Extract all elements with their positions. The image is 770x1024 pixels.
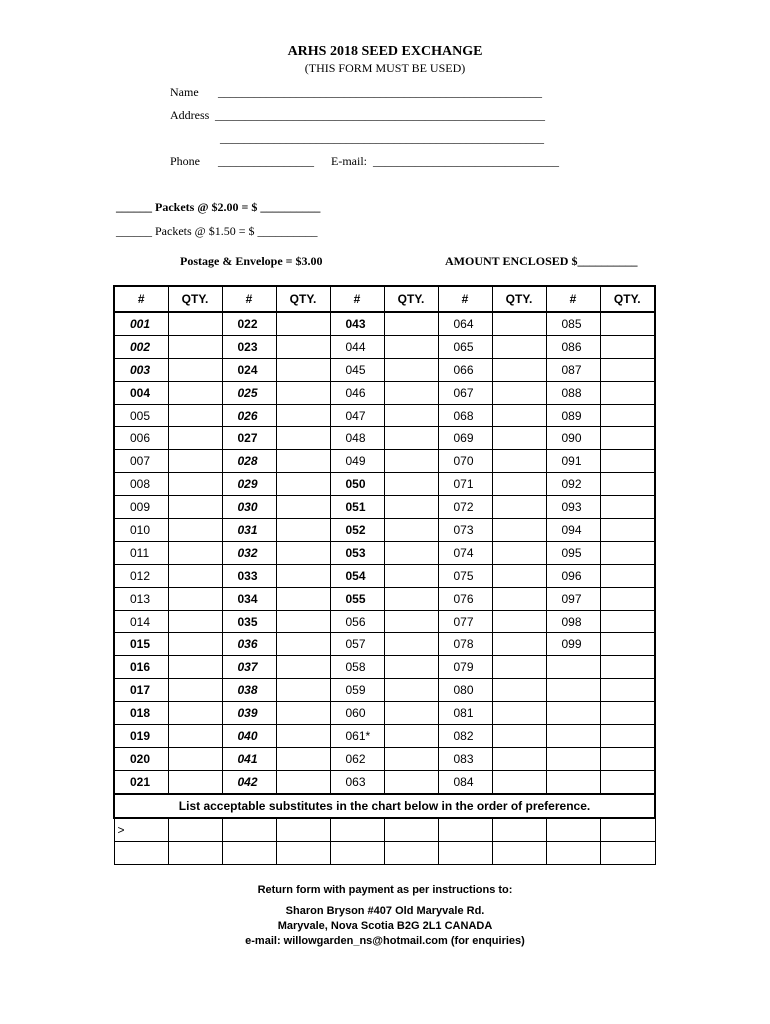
- qty-cell[interactable]: [492, 496, 546, 519]
- seed-number: 050: [330, 473, 384, 496]
- qty-cell[interactable]: [384, 427, 438, 450]
- substitute-cell[interactable]: [600, 841, 655, 864]
- seed-number: 025: [222, 381, 276, 404]
- column-header-number: #: [114, 286, 168, 312]
- seed-number: 006: [114, 427, 168, 450]
- substitutes-row: [114, 818, 655, 842]
- qty-cell[interactable]: [492, 427, 546, 450]
- table-row: [114, 427, 655, 450]
- substitute-cell[interactable]: [330, 841, 384, 864]
- qty-cell[interactable]: [168, 541, 222, 564]
- qty-cell[interactable]: [276, 541, 330, 564]
- seed-number: 089: [546, 404, 600, 427]
- table-row: [114, 725, 655, 748]
- seed-number: 033: [222, 564, 276, 587]
- qty-cell[interactable]: [600, 381, 655, 404]
- seed-number: 012: [114, 564, 168, 587]
- contact-name-address: Sharon Bryson #407 Old Maryvale Rd.: [285, 905, 485, 917]
- seed-number: 070: [438, 450, 492, 473]
- qty-cell[interactable]: [384, 564, 438, 587]
- qty-cell[interactable]: [276, 610, 330, 633]
- empty-cell: [546, 679, 600, 702]
- substitutes-heading: List acceptable substitutes in the chart below in the order of preference.: [114, 794, 655, 818]
- substitute-cell[interactable]: [114, 841, 168, 864]
- seed-number: 054: [330, 564, 384, 587]
- qty-cell[interactable]: [384, 770, 438, 793]
- table-header-row: [114, 286, 655, 312]
- qty-cell[interactable]: [276, 450, 330, 473]
- seed-number: 007: [114, 450, 168, 473]
- qty-cell[interactable]: [168, 381, 222, 404]
- qty-cell[interactable]: [384, 381, 438, 404]
- seed-number: 064: [438, 312, 492, 335]
- qty-cell[interactable]: [384, 679, 438, 702]
- qty-cell[interactable]: [600, 587, 655, 610]
- seed-number: 073: [438, 519, 492, 542]
- packets-2-dollar-line[interactable]: ______ Packets @ $2.00 = $ __________: [116, 200, 321, 214]
- seed-number: 042: [222, 770, 276, 793]
- substitute-cell[interactable]: [546, 841, 600, 864]
- table-row: [114, 564, 655, 587]
- column-header-qty: QTY.: [492, 286, 546, 312]
- email-label: E-mail:: [331, 154, 367, 168]
- seed-order-table: [113, 285, 656, 865]
- seed-number: 075: [438, 564, 492, 587]
- qty-cell[interactable]: [492, 633, 546, 656]
- qty-cell[interactable]: [492, 656, 546, 679]
- seed-number: 038: [222, 679, 276, 702]
- qty-cell[interactable]: [600, 335, 655, 358]
- seed-number: 031: [222, 519, 276, 542]
- qty-cell[interactable]: [384, 587, 438, 610]
- qty-cell[interactable]: [384, 473, 438, 496]
- qty-cell[interactable]: [276, 656, 330, 679]
- qty-cell[interactable]: [168, 450, 222, 473]
- qty-cell[interactable]: [276, 473, 330, 496]
- qty-cell[interactable]: [492, 404, 546, 427]
- seed-number: 020: [114, 747, 168, 770]
- seed-number: 023: [222, 335, 276, 358]
- qty-cell[interactable]: [168, 335, 222, 358]
- seed-number: 072: [438, 496, 492, 519]
- address-field-1[interactable]: _______________________________________________________: [215, 108, 545, 122]
- seed-number: 037: [222, 656, 276, 679]
- column-header-number: #: [330, 286, 384, 312]
- table-row: [114, 381, 655, 404]
- qty-cell[interactable]: [168, 702, 222, 725]
- qty-cell[interactable]: [600, 564, 655, 587]
- phone-field[interactable]: ________________: [218, 154, 314, 168]
- seed-number: 090: [546, 427, 600, 450]
- qty-cell[interactable]: [276, 633, 330, 656]
- seed-number: 044: [330, 335, 384, 358]
- seed-number: 074: [438, 541, 492, 564]
- seed-number: 027: [222, 427, 276, 450]
- seed-number: 035: [222, 610, 276, 633]
- qty-cell[interactable]: [384, 519, 438, 542]
- qty-cell[interactable]: [492, 335, 546, 358]
- seed-number: 018: [114, 702, 168, 725]
- qty-cell[interactable]: [276, 587, 330, 610]
- table-row: [114, 450, 655, 473]
- substitute-cell[interactable]: [384, 841, 438, 864]
- qty-cell[interactable]: [384, 450, 438, 473]
- substitute-cell[interactable]: [384, 818, 438, 842]
- qty-cell[interactable]: [600, 541, 655, 564]
- qty-cell[interactable]: [168, 473, 222, 496]
- seed-number: 014: [114, 610, 168, 633]
- substitute-cell[interactable]: [168, 818, 222, 842]
- empty-cell: [600, 702, 655, 725]
- seed-number: 084: [438, 770, 492, 793]
- empty-cell: [546, 747, 600, 770]
- substitute-cell[interactable]: [222, 818, 276, 842]
- seed-number: 043: [330, 312, 384, 335]
- empty-cell: [600, 770, 655, 793]
- seed-number: 019: [114, 725, 168, 748]
- substitute-cell[interactable]: [276, 818, 330, 842]
- seed-number: 092: [546, 473, 600, 496]
- seed-number: 056: [330, 610, 384, 633]
- qty-cell[interactable]: [384, 702, 438, 725]
- qty-cell[interactable]: [168, 427, 222, 450]
- substitute-cell[interactable]: [492, 841, 546, 864]
- seed-number: 013: [114, 587, 168, 610]
- qty-cell[interactable]: [168, 496, 222, 519]
- seed-number: 059: [330, 679, 384, 702]
- qty-cell[interactable]: [276, 725, 330, 748]
- table-row: [114, 747, 655, 770]
- seed-number: 015: [114, 633, 168, 656]
- qty-cell[interactable]: [168, 610, 222, 633]
- qty-cell[interactable]: [492, 381, 546, 404]
- packets-150-line[interactable]: ______ Packets @ $1.50 = $ __________: [116, 224, 318, 238]
- qty-cell[interactable]: [384, 633, 438, 656]
- qty-cell[interactable]: [276, 335, 330, 358]
- substitute-cell[interactable]: [438, 818, 492, 842]
- qty-cell[interactable]: [276, 564, 330, 587]
- table-row: [114, 541, 655, 564]
- table-row: [114, 404, 655, 427]
- seed-number: 009: [114, 496, 168, 519]
- seed-number: 030: [222, 496, 276, 519]
- qty-cell[interactable]: [600, 427, 655, 450]
- seed-number: 055: [330, 587, 384, 610]
- substitute-cell[interactable]: [276, 841, 330, 864]
- form-subtitle: (THIS FORM MUST BE USED): [304, 61, 466, 75]
- seed-number: 096: [546, 564, 600, 587]
- qty-cell[interactable]: [492, 358, 546, 381]
- seed-number: 017: [114, 679, 168, 702]
- seed-number: 067: [438, 381, 492, 404]
- qty-cell[interactable]: [168, 656, 222, 679]
- substitute-cell[interactable]: [600, 818, 655, 842]
- qty-cell[interactable]: [276, 679, 330, 702]
- seed-number: 085: [546, 312, 600, 335]
- contact-email: e-mail: willowgarden_ns@hotmail.com (for enquiries): [245, 935, 525, 947]
- address-label: Address: [170, 108, 210, 122]
- table-row: [114, 496, 655, 519]
- qty-cell[interactable]: [384, 541, 438, 564]
- qty-cell[interactable]: [276, 747, 330, 770]
- qty-cell[interactable]: [600, 404, 655, 427]
- qty-cell[interactable]: [384, 496, 438, 519]
- seed-number: 046: [330, 381, 384, 404]
- empty-cell: [546, 725, 600, 748]
- column-header-qty: QTY.: [276, 286, 330, 312]
- seed-number: 053: [330, 541, 384, 564]
- substitute-cell[interactable]: [222, 841, 276, 864]
- seed-number: 060: [330, 702, 384, 725]
- seed-number: 088: [546, 381, 600, 404]
- empty-cell: [600, 656, 655, 679]
- seed-number: 022: [222, 312, 276, 335]
- seed-number: 047: [330, 404, 384, 427]
- seed-number: 057: [330, 633, 384, 656]
- qty-cell[interactable]: [168, 587, 222, 610]
- seed-number: 032: [222, 541, 276, 564]
- seed-number: 081: [438, 702, 492, 725]
- qty-cell[interactable]: [384, 312, 438, 335]
- qty-cell[interactable]: [600, 473, 655, 496]
- qty-cell[interactable]: [276, 770, 330, 793]
- seed-number: 004: [114, 381, 168, 404]
- seed-number: 095: [546, 541, 600, 564]
- name-label: Name: [170, 85, 199, 99]
- seed-number: 003: [114, 358, 168, 381]
- qty-cell[interactable]: [168, 519, 222, 542]
- seed-number: 062: [330, 747, 384, 770]
- qty-cell[interactable]: [276, 381, 330, 404]
- qty-cell[interactable]: [168, 679, 222, 702]
- qty-cell[interactable]: [384, 725, 438, 748]
- qty-cell[interactable]: [600, 610, 655, 633]
- seed-number: 024: [222, 358, 276, 381]
- seed-number: 079: [438, 656, 492, 679]
- empty-cell: [546, 702, 600, 725]
- substitutes-row: [114, 841, 655, 864]
- qty-cell[interactable]: [492, 312, 546, 335]
- qty-cell[interactable]: [384, 335, 438, 358]
- return-instructions: Return form with payment as per instructions to:: [257, 884, 513, 896]
- column-header-qty: QTY.: [168, 286, 222, 312]
- column-header-qty: QTY.: [384, 286, 438, 312]
- qty-cell[interactable]: [168, 358, 222, 381]
- qty-cell[interactable]: [492, 587, 546, 610]
- name-field[interactable]: ______________________________________________________: [218, 85, 542, 99]
- seed-number: 021: [114, 770, 168, 793]
- seed-number: 071: [438, 473, 492, 496]
- table-row: [114, 702, 655, 725]
- substitute-cell[interactable]: [546, 818, 600, 842]
- seed-number: 087: [546, 358, 600, 381]
- qty-cell[interactable]: [276, 404, 330, 427]
- qty-cell[interactable]: [600, 312, 655, 335]
- seed-number: 080: [438, 679, 492, 702]
- substitute-cell[interactable]: [330, 818, 384, 842]
- contact-city: Maryvale, Nova Scotia B2G 2L1 CANADA: [277, 920, 493, 932]
- seed-number: 066: [438, 358, 492, 381]
- seed-number: 034: [222, 587, 276, 610]
- qty-cell[interactable]: [276, 358, 330, 381]
- qty-cell[interactable]: [492, 770, 546, 793]
- qty-cell[interactable]: [384, 747, 438, 770]
- empty-cell: [600, 725, 655, 748]
- table-row: [114, 610, 655, 633]
- table-row: [114, 587, 655, 610]
- qty-cell[interactable]: [492, 541, 546, 564]
- qty-cell[interactable]: [492, 610, 546, 633]
- seed-number: 076: [438, 587, 492, 610]
- phone-label: Phone: [170, 154, 200, 168]
- seed-number: 028: [222, 450, 276, 473]
- address-field-2[interactable]: ______________________________________________________: [220, 131, 544, 145]
- table-row: [114, 679, 655, 702]
- qty-cell[interactable]: [492, 702, 546, 725]
- qty-cell[interactable]: [384, 656, 438, 679]
- seed-number: 093: [546, 496, 600, 519]
- qty-cell[interactable]: [276, 702, 330, 725]
- qty-cell[interactable]: [168, 725, 222, 748]
- seed-number: 078: [438, 633, 492, 656]
- table-row: [114, 770, 655, 793]
- qty-cell[interactable]: [492, 725, 546, 748]
- qty-cell[interactable]: [600, 519, 655, 542]
- column-header-number: #: [438, 286, 492, 312]
- empty-cell: [600, 747, 655, 770]
- qty-cell[interactable]: [492, 519, 546, 542]
- seed-number: 099: [546, 633, 600, 656]
- qty-cell[interactable]: [168, 633, 222, 656]
- seed-number: 041: [222, 747, 276, 770]
- table-row: [114, 335, 655, 358]
- seed-number: 048: [330, 427, 384, 450]
- table-row: [114, 519, 655, 542]
- seed-number: 008: [114, 473, 168, 496]
- seed-number: 097: [546, 587, 600, 610]
- qty-cell[interactable]: [276, 312, 330, 335]
- qty-cell[interactable]: [492, 747, 546, 770]
- seed-number: 091: [546, 450, 600, 473]
- substitute-cell[interactable]: [168, 841, 222, 864]
- substitute-cell[interactable]: >: [114, 818, 168, 842]
- form-title: ARHS 2018 SEED EXCHANGE: [287, 44, 483, 59]
- seed-number: 061*: [330, 725, 384, 748]
- empty-cell: [546, 656, 600, 679]
- seed-number: 040: [222, 725, 276, 748]
- seed-number: 077: [438, 610, 492, 633]
- qty-cell[interactable]: [168, 404, 222, 427]
- column-header-number: #: [222, 286, 276, 312]
- seed-number: 082: [438, 725, 492, 748]
- seed-number: 058: [330, 656, 384, 679]
- qty-cell[interactable]: [600, 358, 655, 381]
- seed-number: 094: [546, 519, 600, 542]
- table-row: [114, 656, 655, 679]
- seed-number: 065: [438, 335, 492, 358]
- seed-number: 016: [114, 656, 168, 679]
- column-header-number: #: [546, 286, 600, 312]
- seed-number: 001: [114, 312, 168, 335]
- substitutes-heading-row: [114, 794, 655, 818]
- qty-cell[interactable]: [168, 747, 222, 770]
- qty-cell[interactable]: [600, 633, 655, 656]
- qty-cell[interactable]: [168, 312, 222, 335]
- qty-cell[interactable]: [384, 610, 438, 633]
- seed-number: 049: [330, 450, 384, 473]
- table-row: [114, 633, 655, 656]
- seed-number: 063: [330, 770, 384, 793]
- seed-number: 039: [222, 702, 276, 725]
- seed-number: 098: [546, 610, 600, 633]
- table-row: [114, 312, 655, 335]
- postage-line: Postage & Envelope = $3.00: [180, 254, 323, 268]
- substitute-cell[interactable]: [492, 818, 546, 842]
- qty-cell[interactable]: [600, 496, 655, 519]
- column-header-qty: QTY.: [600, 286, 655, 312]
- substitute-cell[interactable]: [438, 841, 492, 864]
- seed-number: 036: [222, 633, 276, 656]
- seed-number: 051: [330, 496, 384, 519]
- qty-cell[interactable]: [492, 473, 546, 496]
- qty-cell[interactable]: [276, 427, 330, 450]
- seed-number: 029: [222, 473, 276, 496]
- qty-cell[interactable]: [384, 358, 438, 381]
- table-row: [114, 473, 655, 496]
- qty-cell[interactable]: [492, 564, 546, 587]
- seed-number: 045: [330, 358, 384, 381]
- amount-enclosed-line[interactable]: AMOUNT ENCLOSED $__________: [445, 254, 638, 268]
- qty-cell[interactable]: [384, 404, 438, 427]
- table-row: [114, 358, 655, 381]
- seed-number: 010: [114, 519, 168, 542]
- qty-cell[interactable]: [276, 519, 330, 542]
- empty-cell: [546, 770, 600, 793]
- empty-cell: [600, 679, 655, 702]
- seed-number: 068: [438, 404, 492, 427]
- seed-number: 069: [438, 427, 492, 450]
- email-field[interactable]: _______________________________: [373, 154, 559, 168]
- seed-number: 086: [546, 335, 600, 358]
- seed-number: 026: [222, 404, 276, 427]
- qty-cell[interactable]: [168, 770, 222, 793]
- qty-cell[interactable]: [600, 450, 655, 473]
- seed-number: 052: [330, 519, 384, 542]
- seed-number: 005: [114, 404, 168, 427]
- qty-cell[interactable]: [276, 496, 330, 519]
- qty-cell[interactable]: [492, 450, 546, 473]
- seed-number: 011: [114, 541, 168, 564]
- qty-cell[interactable]: [168, 564, 222, 587]
- qty-cell[interactable]: [492, 679, 546, 702]
- seed-number: 002: [114, 335, 168, 358]
- seed-number: 083: [438, 747, 492, 770]
